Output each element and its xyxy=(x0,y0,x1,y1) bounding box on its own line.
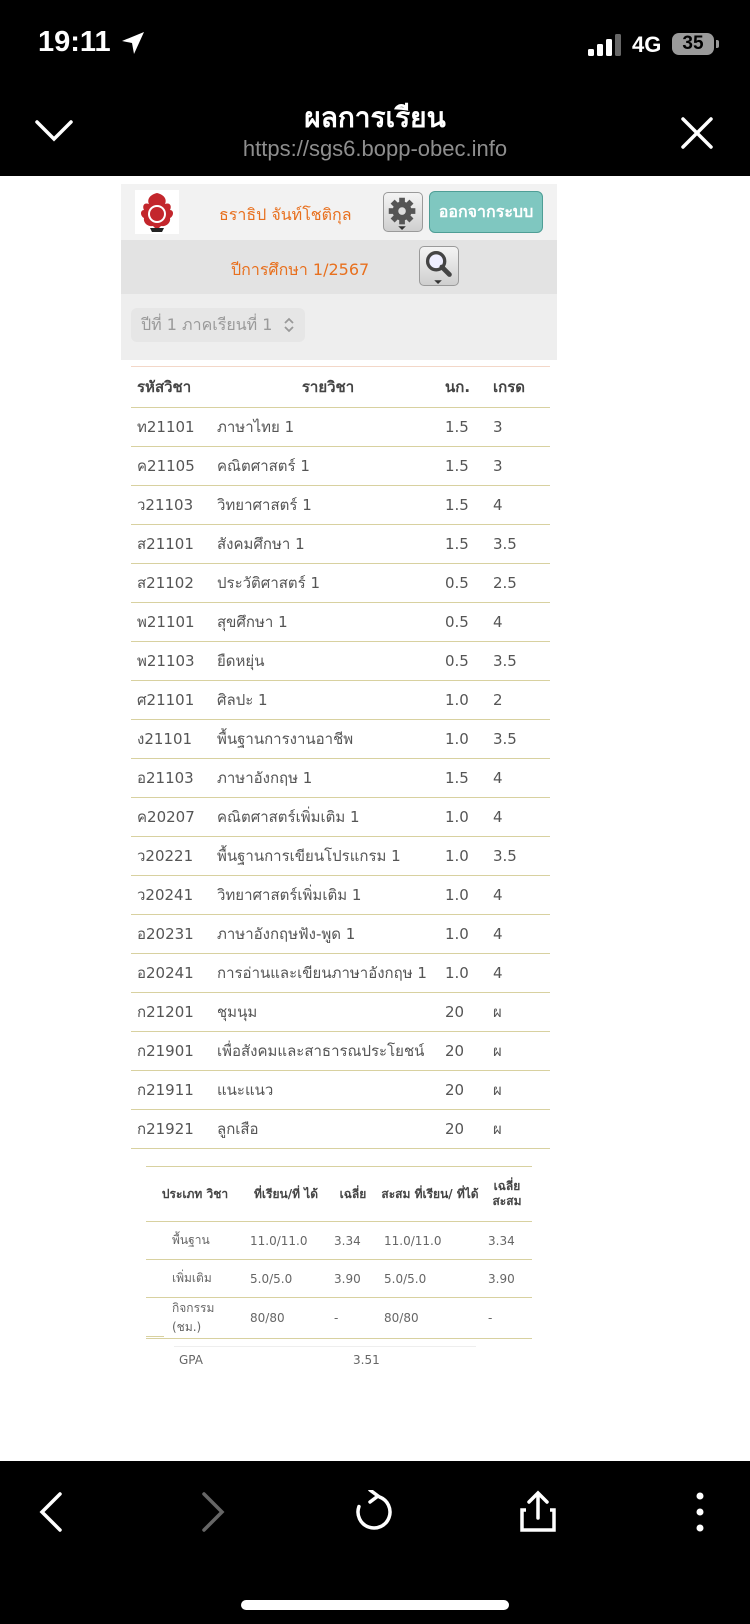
grade-credits: 0.5 xyxy=(439,564,487,603)
grade-code: ว20241 xyxy=(131,876,211,915)
summary-cell: 11.0/11.0 xyxy=(244,1222,328,1260)
summary-row xyxy=(146,1260,532,1298)
battery-icon: 35 xyxy=(672,33,714,55)
academic-year-label: ปีการศึกษา 1/2567 xyxy=(231,260,370,279)
grade-code: ท21101 xyxy=(131,408,211,447)
summary-cell: 3.90 xyxy=(482,1260,532,1298)
grade-credits: 0.5 xyxy=(439,603,487,642)
grade-credits: 20 xyxy=(439,993,487,1032)
term-select-value: ปีที่ 1 ภาคเรียนที่ 1 xyxy=(141,315,273,334)
summary-cell: 3.34 xyxy=(482,1222,532,1260)
grade-subject: สังคมศึกษา 1 xyxy=(211,525,439,564)
grade-code: พ21101 xyxy=(131,603,211,642)
grade-code: ก21921 xyxy=(131,1110,211,1149)
summary-table xyxy=(146,1166,532,1339)
grade-row xyxy=(131,564,550,603)
grade-credits: 0.5 xyxy=(439,642,487,681)
grade-row xyxy=(131,954,550,993)
grade-row xyxy=(131,603,550,642)
grade-code: อ21103 xyxy=(131,759,211,798)
grade-row xyxy=(131,486,550,525)
grade-value: 3.5 xyxy=(487,525,550,564)
term-select-row xyxy=(121,294,557,360)
grade-row xyxy=(131,1032,550,1071)
grade-credits: 1.0 xyxy=(439,837,487,876)
grade-value: 4 xyxy=(487,486,550,525)
network-type: 4G xyxy=(632,32,662,57)
close-icon[interactable] xyxy=(680,116,714,150)
search-icon xyxy=(420,247,458,285)
summary-header-cell: เฉลี่ย xyxy=(328,1167,378,1222)
summary-cell: - xyxy=(482,1298,532,1339)
grade-credits: 1.0 xyxy=(439,915,487,954)
grade-row xyxy=(131,915,550,954)
grade-subject: ศิลปะ 1 xyxy=(211,681,439,720)
grade-row xyxy=(131,876,550,915)
summary-header-cell: เฉลี่ย สะสม xyxy=(482,1167,532,1222)
summary-header-cell: ที่เรียน/ที่ ได้ xyxy=(244,1167,328,1222)
grade-row xyxy=(131,447,550,486)
grade-code: ก21901 xyxy=(131,1032,211,1071)
grade-code: ง21101 xyxy=(131,720,211,759)
grade-code: อ20241 xyxy=(131,954,211,993)
top-bar xyxy=(0,0,750,176)
grade-row xyxy=(131,408,550,447)
grade-row xyxy=(131,642,550,681)
grade-value: 2 xyxy=(487,681,550,720)
grade-code: ค21105 xyxy=(131,447,211,486)
grade-subject: พื้นฐานการงานอาชีพ xyxy=(211,720,439,759)
reload-icon[interactable] xyxy=(352,1490,396,1534)
summary-cell: 5.0/5.0 xyxy=(244,1260,328,1298)
grade-code: ก21911 xyxy=(131,1071,211,1110)
profile-panel xyxy=(121,184,557,360)
grade-value: 3.5 xyxy=(487,720,550,759)
summary-cell: 11.0/11.0 xyxy=(378,1222,482,1260)
summary-cell: พื้นฐาน xyxy=(146,1222,244,1260)
grade-value: 4 xyxy=(487,798,550,837)
forward-icon[interactable] xyxy=(190,1490,234,1534)
grade-code: ศ21101 xyxy=(131,681,211,720)
grade-value: 4 xyxy=(487,915,550,954)
grade-subject: วิทยาศาสตร์ 1 xyxy=(211,486,439,525)
grade-code: ส21102 xyxy=(131,564,211,603)
share-icon[interactable] xyxy=(516,1490,560,1534)
grade-subject: พื้นฐานการเขียนโปรแกรม 1 xyxy=(211,837,439,876)
grade-value: 3.5 xyxy=(487,642,550,681)
page-url: https://sgs6.bopp-obec.info xyxy=(242,136,508,161)
logout-button[interactable]: ออกจากระบบ xyxy=(429,191,543,233)
grade-row xyxy=(131,720,550,759)
gpa-value: 3.51 xyxy=(353,1353,380,1367)
grade-subject: ภาษาไทย 1 xyxy=(211,408,439,447)
grade-row xyxy=(131,993,550,1032)
grades-header-row xyxy=(131,367,550,408)
summary-header-row xyxy=(146,1167,532,1222)
battery-cap xyxy=(716,40,719,48)
gpa-label: GPA xyxy=(179,1353,203,1367)
school-logo-icon xyxy=(135,190,179,234)
grade-row xyxy=(131,525,550,564)
grade-subject: แนะแนว xyxy=(211,1071,439,1110)
grade-code: ก21201 xyxy=(131,993,211,1032)
grade-code: อ20231 xyxy=(131,915,211,954)
grade-code: ค20207 xyxy=(131,798,211,837)
academic-year-row xyxy=(121,240,557,294)
summary-cell: - xyxy=(328,1298,378,1339)
grade-credits: 1.0 xyxy=(439,798,487,837)
grade-row xyxy=(131,1110,550,1149)
grade-credits: 20 xyxy=(439,1110,487,1149)
grade-row xyxy=(131,681,550,720)
grade-code: ส21101 xyxy=(131,525,211,564)
grades-table xyxy=(131,367,550,1149)
student-name: ธราธิป จันท์โชติกุล xyxy=(219,205,352,224)
grade-credits: 1.5 xyxy=(439,408,487,447)
summary-cell: เพิ่มเติม xyxy=(146,1260,244,1298)
grade-value: ผ xyxy=(487,1071,550,1110)
grade-row xyxy=(131,798,550,837)
grade-credits: 1.5 xyxy=(439,486,487,525)
grade-credits: 1.5 xyxy=(439,525,487,564)
grade-subject: ภาษาอังกฤษ 1 xyxy=(211,759,439,798)
grade-subject: สุขศึกษา 1 xyxy=(211,603,439,642)
summary-row xyxy=(146,1298,532,1339)
gear-icon xyxy=(384,193,422,231)
grade-value: 4 xyxy=(487,876,550,915)
grade-subject: ภาษาอังกฤษฟัง-พูด 1 xyxy=(211,915,439,954)
grade-credits: 1.0 xyxy=(439,954,487,993)
settings-button[interactable] xyxy=(383,192,423,232)
home-indicator[interactable] xyxy=(241,1600,509,1610)
location-arrow-icon xyxy=(120,30,146,56)
grade-value: 3.5 xyxy=(487,837,550,876)
select-arrows-icon xyxy=(283,317,295,333)
grade-subject: คณิตศาสตร์เพิ่มเติม 1 xyxy=(211,798,439,837)
summary-cell: 5.0/5.0 xyxy=(378,1260,482,1298)
grade-subject: ยืดหยุ่น xyxy=(211,642,439,681)
grade-value: 4 xyxy=(487,603,550,642)
grade-credits: 1.0 xyxy=(439,876,487,915)
grade-subject: วิทยาศาสตร์เพิ่มเติม 1 xyxy=(211,876,439,915)
grade-code: พ21103 xyxy=(131,642,211,681)
summary-header-cell: สะสม ที่เรียน/ ที่ได้ xyxy=(378,1167,482,1222)
summary-row xyxy=(146,1222,532,1260)
summary-cell: 80/80 xyxy=(244,1298,328,1339)
summary-cell: 80/80 xyxy=(378,1298,482,1339)
grade-credits: 1.5 xyxy=(439,759,487,798)
page-title: ผลการเรียน xyxy=(304,101,446,134)
summary-cell: 3.34 xyxy=(328,1222,378,1260)
grade-value: 3 xyxy=(487,447,550,486)
grade-value: 3 xyxy=(487,408,550,447)
grade-value: 2.5 xyxy=(487,564,550,603)
header-grade: เกรด xyxy=(487,367,550,408)
grade-subject: การอ่านและเขียนภาษาอังกฤษ 1 xyxy=(211,954,439,993)
grade-code: ว21103 xyxy=(131,486,211,525)
more-options-icon[interactable] xyxy=(678,1490,722,1534)
summary-cell: กิจกรรม (ชม.) xyxy=(146,1298,244,1339)
status-time: 19:11 xyxy=(38,26,111,58)
grade-value: ผ xyxy=(487,1032,550,1071)
grade-code: ว20221 xyxy=(131,837,211,876)
grade-credits: 20 xyxy=(439,1032,487,1071)
gpa-divider-light xyxy=(174,1346,476,1347)
grade-subject: ชุมนุม xyxy=(211,993,439,1032)
summary-cell: 3.90 xyxy=(328,1260,378,1298)
grade-credits: 1.5 xyxy=(439,447,487,486)
signal-icon xyxy=(588,34,626,56)
header-code: รหัสวิชา xyxy=(131,367,211,408)
header-credits: นก. xyxy=(439,367,487,408)
grade-value: 4 xyxy=(487,954,550,993)
term-select[interactable] xyxy=(131,308,305,342)
grade-value: ผ xyxy=(487,1110,550,1149)
grade-subject: ลูกเสือ xyxy=(211,1110,439,1149)
grade-row xyxy=(131,837,550,876)
grade-row xyxy=(131,759,550,798)
grade-subject: คณิตศาสตร์ 1 xyxy=(211,447,439,486)
grade-credits: 1.0 xyxy=(439,720,487,759)
grade-credits: 20 xyxy=(439,1071,487,1110)
grade-value: 4 xyxy=(487,759,550,798)
grade-credits: 1.0 xyxy=(439,681,487,720)
grade-row xyxy=(131,1071,550,1110)
profile-row xyxy=(121,184,557,240)
back-icon[interactable] xyxy=(30,1490,74,1534)
header-subject: รายวิชา xyxy=(211,367,439,408)
summary-header-cell: ประเภท วิชา xyxy=(146,1167,244,1222)
grade-subject: ประวัติศาสตร์ 1 xyxy=(211,564,439,603)
grade-subject: เพื่อสังคมและสาธารณประโยชน์ xyxy=(211,1032,439,1071)
grade-value: ผ xyxy=(487,993,550,1032)
search-button[interactable] xyxy=(419,246,459,286)
gpa-divider xyxy=(146,1336,164,1337)
